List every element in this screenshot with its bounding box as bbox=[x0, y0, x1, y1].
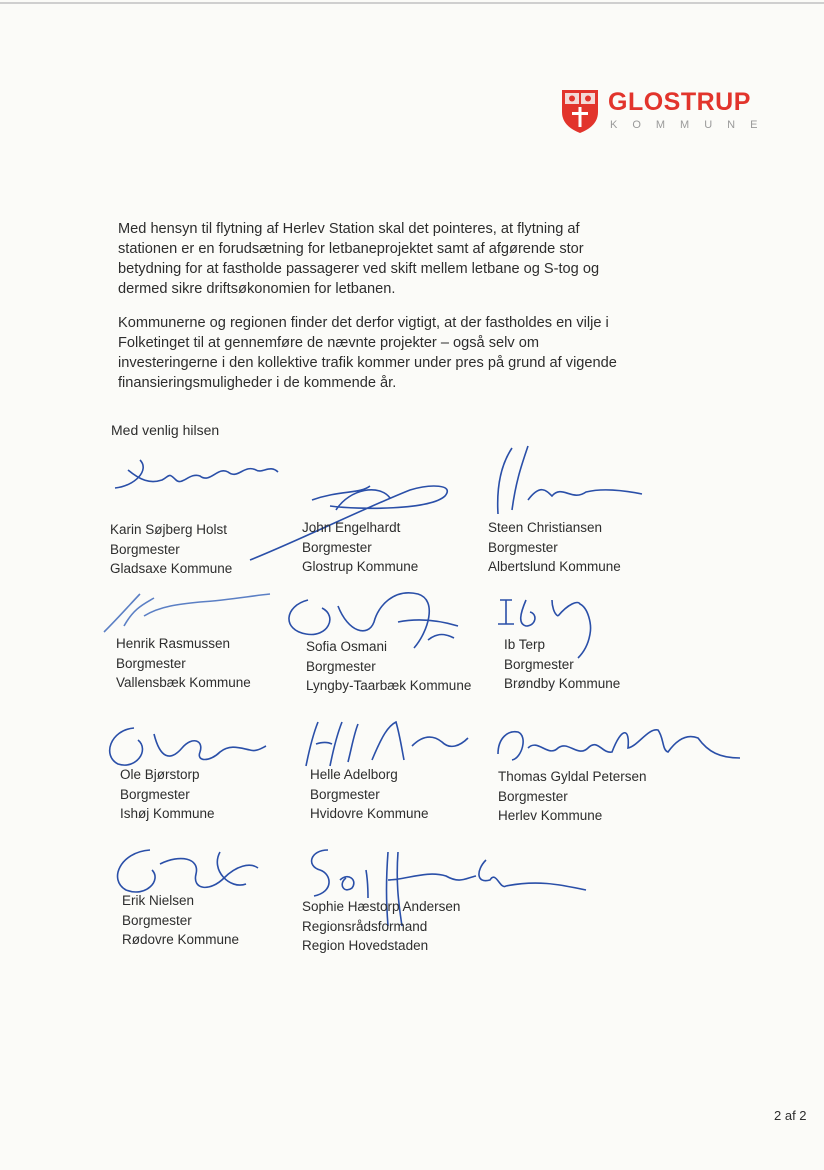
signer-title: Borgmester bbox=[302, 539, 372, 555]
paragraph-2 bbox=[118, 313, 678, 393]
logo-name: GLOSTRUP bbox=[608, 88, 751, 116]
paragraph-line: finansieringsmuligheder i de kommende år. bbox=[118, 375, 397, 391]
signature-steen bbox=[482, 440, 652, 520]
signer-org: Albertslund Kommune bbox=[488, 559, 621, 574]
paragraph-1 bbox=[118, 219, 678, 299]
signer-name: Karin Søjberg Holst bbox=[110, 522, 228, 537]
top-rule bbox=[0, 2, 824, 4]
signer-erik-nielsen bbox=[122, 891, 239, 950]
signer-name: Ole Bjørstorp bbox=[120, 767, 200, 782]
signer-org: Lyngby-Taarbæk Kommune bbox=[306, 678, 472, 693]
paragraph-line: betydning for at fastholde passagerer ved skift mellem letbane og S-tog og bbox=[118, 261, 600, 277]
signer-henrik-rasmussen bbox=[116, 634, 251, 693]
signature-henrik bbox=[100, 586, 280, 636]
signer-name: Erik Nielsen bbox=[122, 893, 195, 908]
signer-name: Sophie Hæstorp Andersen bbox=[302, 899, 461, 914]
signer-org: Rødovre Kommune bbox=[122, 932, 240, 947]
signer-org: Brøndby Kommune bbox=[504, 676, 621, 691]
glostrup-logo bbox=[560, 88, 773, 134]
signer-org: Gladsaxe Kommune bbox=[110, 561, 233, 576]
signer-sofia-osmani bbox=[306, 637, 471, 696]
signer-title: Borgmester bbox=[310, 786, 380, 802]
signer-title: Borgmester bbox=[504, 656, 574, 672]
paragraph-line: investeringerne i den kollektive trafik kommer under pres på grund af vigende bbox=[118, 355, 617, 371]
signer-name: Thomas Gyldal Petersen bbox=[498, 769, 647, 784]
paragraph-line: Kommunerne og regionen finder det derfor vigtigt, at der fastholdes en vilje i bbox=[118, 315, 609, 331]
logo-subtitle: KOMMUNE bbox=[610, 119, 773, 131]
signer-name: Steen Christiansen bbox=[488, 520, 603, 535]
signer-org: Hvidovre Kommune bbox=[310, 806, 429, 821]
signer-org: Glostrup Kommune bbox=[302, 559, 419, 574]
signer-org: Ishøj Kommune bbox=[120, 806, 215, 821]
signer-org: Region Hovedstaden bbox=[302, 938, 429, 953]
signer-name: Henrik Rasmussen bbox=[116, 636, 231, 651]
signer-ib-terp bbox=[504, 635, 620, 694]
signer-name: Sofia Osmani bbox=[306, 639, 388, 654]
signer-helle-adelborg bbox=[310, 765, 429, 824]
signer-name: Helle Adelborg bbox=[310, 767, 398, 782]
signer-title: Borgmester bbox=[120, 786, 190, 802]
signer-title: Borgmester bbox=[306, 658, 376, 674]
signer-steen-christiansen bbox=[488, 518, 621, 577]
page-number: 2 af 2 bbox=[774, 1108, 807, 1123]
closing-greeting: Med venlig hilsen bbox=[111, 422, 220, 438]
coat-of-arms-icon bbox=[560, 88, 600, 134]
signer-john-engelhardt bbox=[302, 518, 418, 577]
signer-name: John Engelhardt bbox=[302, 520, 401, 535]
signer-org: Vallensbæk Kommune bbox=[116, 675, 251, 690]
signer-title: Borgmester bbox=[122, 912, 192, 928]
paragraph-line: stationen er en forudsætning for letbaneprojektet samt af afgørende stor bbox=[118, 241, 584, 257]
signer-title: Borgmester bbox=[488, 539, 558, 555]
paragraph-line: dermed sikre driftsøkonomien for letbanen. bbox=[118, 281, 396, 297]
signer-sophie-haestorp-andersen bbox=[302, 897, 460, 956]
signer-title: Borgmester bbox=[116, 655, 186, 671]
paragraph-line: Med hensyn til flytning af Herlev Station skal det pointeres, at flytning af bbox=[118, 221, 580, 237]
signer-name: Ib Terp bbox=[504, 637, 546, 652]
signer-karin-holst bbox=[110, 520, 232, 579]
signer-ole-bjorstorp bbox=[120, 765, 215, 824]
signer-thomas-gyldal-petersen bbox=[498, 767, 647, 826]
signer-title: Borgmester bbox=[498, 788, 568, 804]
signer-title: Regionsrådsformand bbox=[302, 918, 428, 934]
paragraph-line: Folketinget til at gennemføre de nævnte projekter – også selv om bbox=[118, 335, 540, 351]
signer-title: Borgmester bbox=[110, 541, 180, 557]
signer-org: Herlev Kommune bbox=[498, 808, 603, 823]
